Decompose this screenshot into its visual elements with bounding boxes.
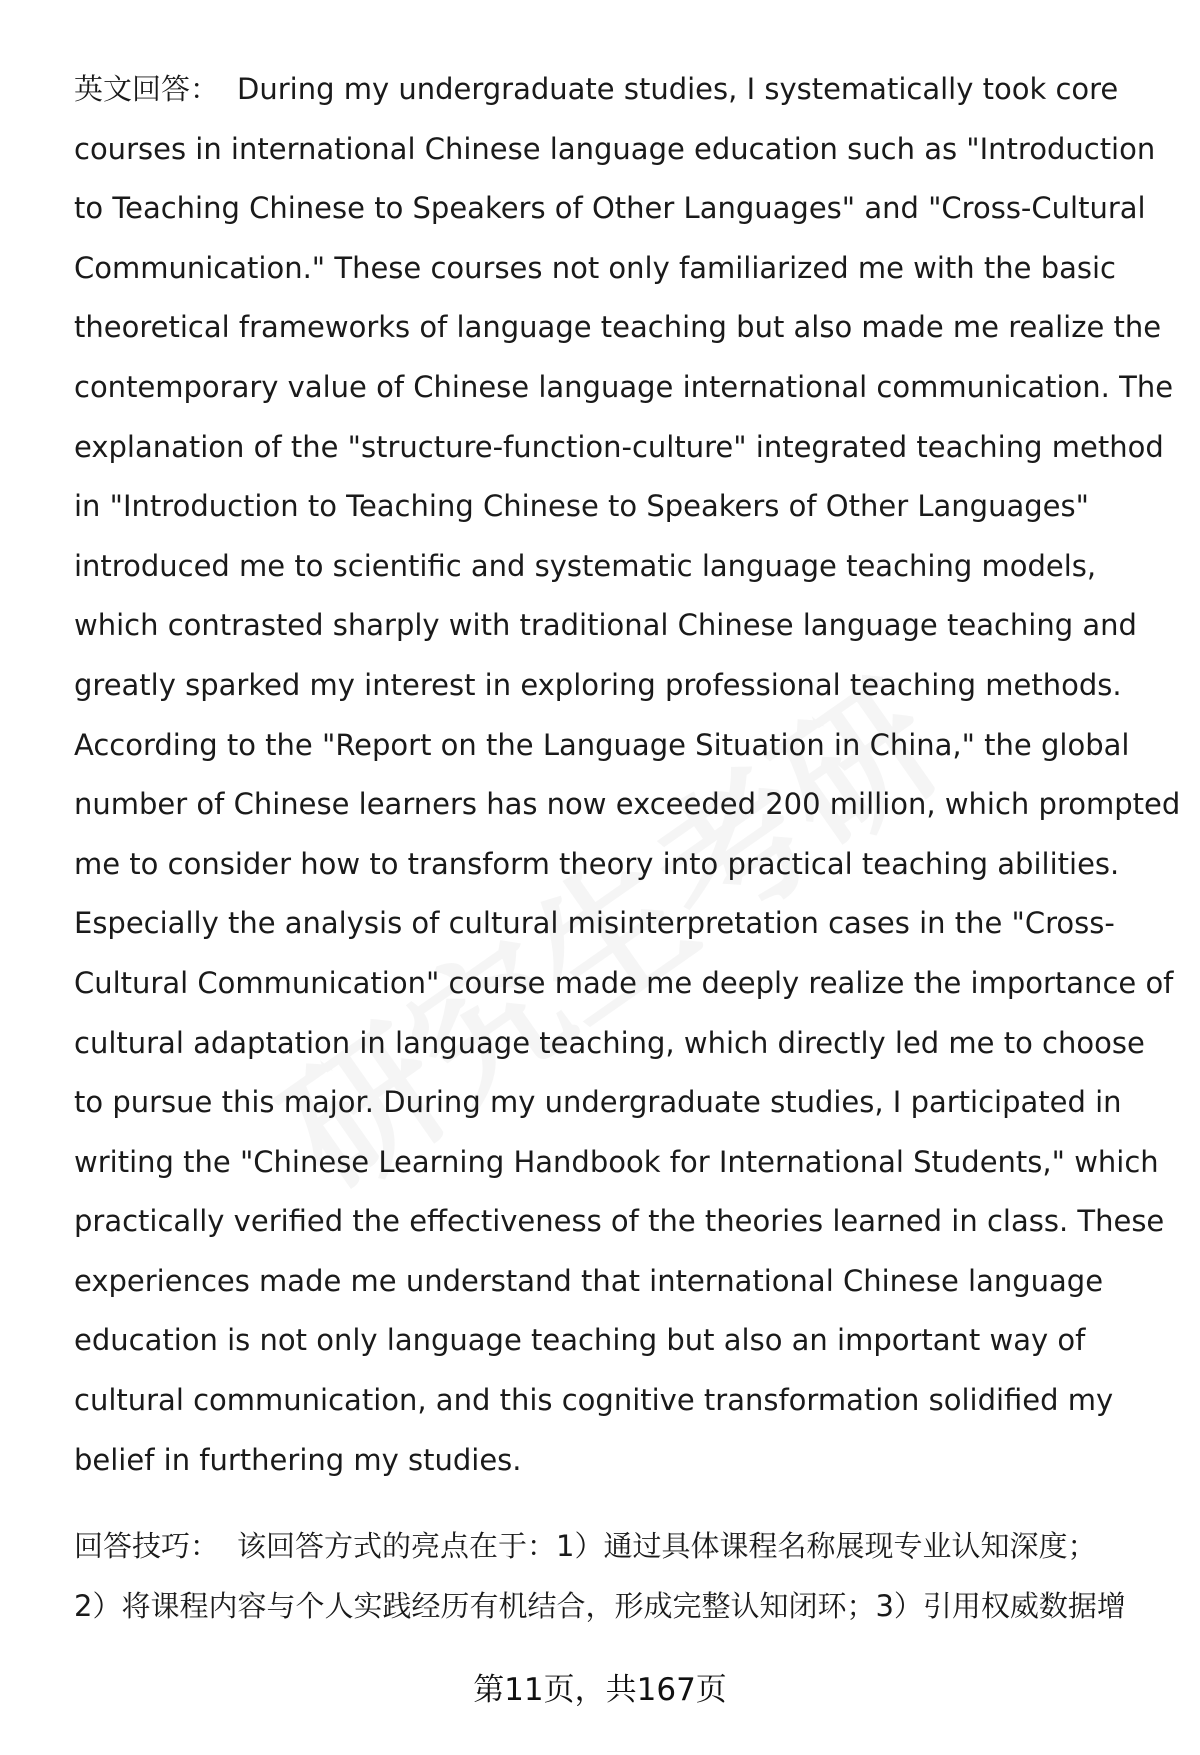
answer-text-line: in "Introduction to Teaching Chinese to Speakers of Other Languages" [74, 489, 1089, 524]
answer-text-line: introduced me to scientific and systematic language teaching models, [74, 548, 1097, 583]
answer-text-line: Communication." These courses not only familiarized me with the basic [74, 250, 1116, 285]
answer-text-line: explanation of the "structure-function-culture" integrated teaching method [74, 429, 1164, 464]
answer-text-line: which contrasted sharply with traditional Chinese language teaching and [74, 608, 1137, 643]
answer-text-line: Especially the analysis of cultural misinterpretation cases in the "Cross- [74, 906, 1115, 941]
answer-text-line: experiences made me understand that international Chinese language [74, 1263, 1104, 1298]
english-answer-first-line [74, 60, 1154, 120]
answer-text-line: cultural communication, and this cognitive transformation solidified my [74, 1383, 1114, 1418]
english-answer-section [74, 60, 1181, 1490]
answer-text-line: contemporary value of Chinese language international communication. The [74, 369, 1174, 404]
answer-tips-label: 回答技巧： [74, 1529, 220, 1563]
answer-text-line: theoretical frameworks of language teaching but also made me realize the [74, 310, 1162, 345]
answer-text-line: me to consider how to transform theory into practical teaching abilities. [74, 846, 1120, 881]
answer-text-line: education is not only language teaching but also an important way of [74, 1323, 1086, 1358]
answer-text-line: greatly sparked my interest in exploring professional teaching methods. [74, 667, 1122, 702]
tips-text-line: 2）将课程内容与个人实践经历有机结合，形成完整认知闭环；3）引用权威数据增 [74, 1588, 1126, 1623]
tips-text-line: 该回答方式的亮点在于：1）通过具体课程名称展现专业认知深度； [237, 1529, 1097, 1563]
answer-text-line: to pursue this major. During my undergraduate studies, I participated in [74, 1085, 1122, 1120]
tips-first-line [74, 1517, 1154, 1577]
page-footer [0, 1670, 1200, 1710]
answer-text-line: cultural adaptation in language teaching, which directly led me to choose [74, 1025, 1145, 1060]
answer-tips-section [74, 1517, 1154, 1636]
answer-text-line: Cultural Communication" course made me deeply realize the importance of [74, 965, 1174, 1000]
page-indicator: 第11页，共167页 [473, 1672, 727, 1708]
answer-text-line: belief in furthering my studies. [74, 1442, 522, 1477]
answer-text-line: During my undergraduate studies, I systematically took core [237, 72, 1119, 106]
answer-text-line: practically verified the effectiveness of the theories learned in class. These [74, 1204, 1165, 1239]
english-answer-label: 英文回答： [74, 72, 220, 106]
answer-text-line: According to the "Report on the Language Situation in China," the global [74, 727, 1130, 762]
answer-text-line: number of Chinese learners has now exceeded 200 million, which prompted [74, 787, 1181, 822]
answer-text-line: courses in international Chinese language education such as "Introduction [74, 131, 1156, 166]
answer-text-line: writing the "Chinese Learning Handbook for International Students," which [74, 1144, 1159, 1179]
answer-text-line: to Teaching Chinese to Speakers of Other Languages" and "Cross-Cultural [74, 191, 1146, 226]
